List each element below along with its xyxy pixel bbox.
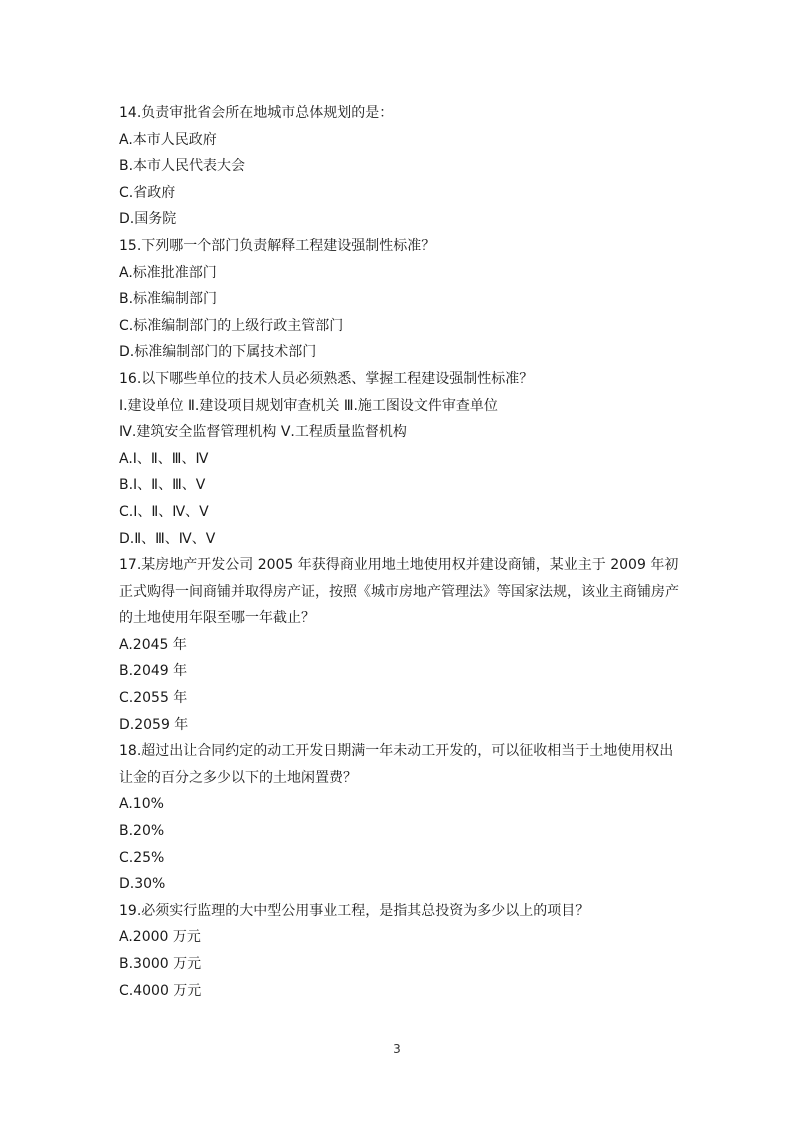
option-c: C.标准编制部门的上级行政主管部门 (119, 317, 344, 334)
option-a: A.Ⅰ、Ⅱ、Ⅲ、Ⅳ (119, 450, 209, 467)
question-stem: 16.以下哪些单位的技术人员必须熟悉、掌握工程建设强制性标准？ (119, 370, 534, 387)
option-d: D.Ⅱ、Ⅲ、Ⅳ、Ⅴ (119, 530, 216, 547)
option-c: C.2055 年 (119, 690, 188, 707)
option-b: B.2049 年 (119, 663, 188, 680)
option-d: D.30% (119, 876, 166, 893)
question-18 (119, 738, 679, 898)
option-d: D.2059 年 (119, 716, 189, 733)
option-c: C.4000 万元 (119, 982, 202, 999)
option-b: B.3000 万元 (119, 956, 202, 972)
option-b: B.20% (119, 823, 165, 840)
option-a: A.10% (119, 796, 164, 813)
question-list (119, 100, 679, 1004)
option-c: C.Ⅰ、Ⅱ、Ⅳ、Ⅴ (119, 503, 209, 520)
question-15 (119, 233, 679, 366)
question-14 (119, 100, 679, 233)
question-19 (119, 898, 679, 1004)
question-17 (119, 552, 679, 738)
question-stem: 14.负责审批省会所在地城市总体规划的是： (119, 105, 394, 121)
option-c: C.省政府 (119, 184, 176, 201)
option-b: B.本市人民代表大会 (119, 158, 246, 175)
question-stem: 19.必须实行监理的大中型公用事业工程，是指其总投资为多少以上的项目？ (119, 902, 590, 919)
option-b: B.标准编制部门 (119, 291, 218, 308)
roman-list-line-2: Ⅳ.建筑安全监督管理机构 Ⅴ.工程质量监督机构 (119, 424, 407, 441)
option-b: B.Ⅰ、Ⅱ、Ⅲ、Ⅴ (119, 477, 206, 494)
option-a: A.2045 年 (119, 636, 187, 653)
option-d: D.国务院 (119, 211, 177, 228)
option-d: D.标准编制部门的下属技术部门 (119, 344, 317, 361)
page-number: 3 (393, 1042, 401, 1056)
question-stem: 15.下列哪一个部门负责解释工程建设强制性标准？ (119, 237, 436, 254)
option-a: A.本市人民政府 (119, 131, 217, 148)
question-stem: 18.超过出让合同约定的动工开发日期满一年未动工开发的，可以征收相当于土地使用权出让金的百分之多少以下的土地闲置费？ (119, 743, 674, 786)
option-c: C.25% (119, 849, 165, 866)
option-a: A.2000 万元 (119, 929, 201, 946)
option-a: A.标准批准部门 (119, 264, 217, 281)
question-stem: 17.某房地产开发公司 2005 年获得商业用地土地使用权并建设商铺，某业主于 2009 年初正式购得一间商铺并取得房产证，按照《城市房地产管理法》等国家法规，该业主商铺房产的土地使用年限至哪一年截止？ (119, 557, 679, 627)
question-16 (119, 366, 679, 552)
roman-list-line-1: Ⅰ.建设单位 Ⅱ.建设项目规划审查机关 Ⅲ.施工图设文件审查单位 (119, 397, 498, 414)
